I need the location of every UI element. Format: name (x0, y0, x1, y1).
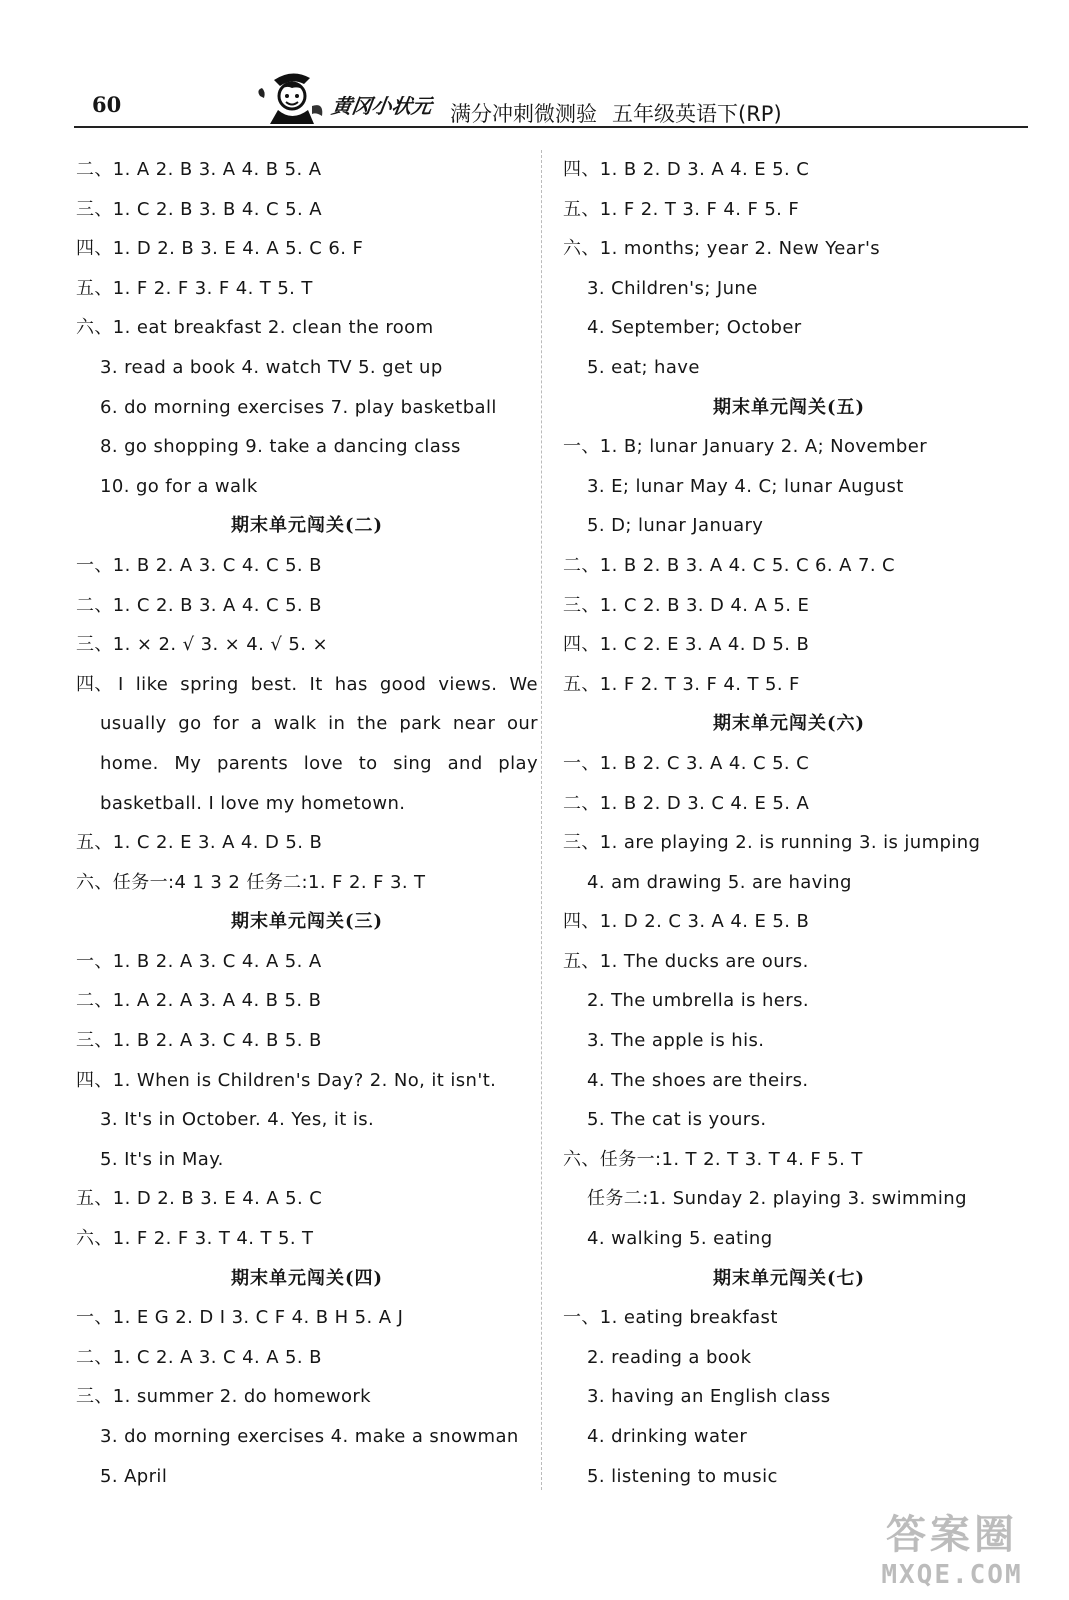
book-title: 满分冲刺微测验 (450, 102, 597, 126)
answer-line: 3. read a book 4. watch TV 5. get up (100, 356, 443, 378)
answer-line: 任务二:1. Sunday 2. playing 3. swimming (587, 1188, 967, 1210)
answer-line: 10. go for a walk (100, 475, 258, 497)
answer-line: 二、1. C 2. A 3. C 4. A 5. B (76, 1346, 322, 1368)
answer-line: 三、1. C 2. B 3. D 4. A 5. E (563, 594, 810, 616)
section-title: 期末单元闯关(七) (712, 1267, 866, 1289)
answer-line: 3. It's in October. 4. Yes, it is. (100, 1109, 375, 1131)
answer-line: 2. reading a book (587, 1346, 752, 1368)
answer-line: 五、1. The ducks are ours. (563, 950, 809, 972)
paragraph-text: I like spring best. It has good views. We usually go for a walk in the park near our home. My parents love to sing and play basketball. I love my hometown. (100, 673, 538, 814)
answer-line: 二、1. A 2. A 3. A 4. B 5. B (76, 990, 322, 1012)
answer-line: 五、1. F 2. T 3. F 4. F 5. F (563, 198, 800, 220)
section-title: 期末单元闯关(五) (712, 396, 866, 418)
brand-name: 黄冈小状元 (330, 94, 434, 118)
answer-line: 四、1. C 2. E 3. A 4. D 5. B (563, 634, 810, 656)
answer-line: 5. The cat is yours. (587, 1109, 767, 1131)
answer-line: 五、1. F 2. F 3. F 4. T 5. T (76, 277, 313, 299)
answer-line: 3. having an English class (587, 1386, 831, 1408)
answer-line: 5. April (100, 1465, 168, 1487)
answer-line: 8. go shopping 9. take a dancing class (100, 436, 461, 458)
answer-line: 一、1. B 2. C 3. A 4. C 5. C (563, 752, 810, 774)
answer-line: 六、任务一:4 1 3 2 任务二:1. F 2. F 3. T (76, 871, 426, 893)
answer-line: 三、1. C 2. B 3. B 4. C 5. A (76, 198, 322, 220)
answer-line: 四、1. D 2. C 3. A 4. E 5. B (563, 911, 810, 933)
answer-line: 4. walking 5. eating (587, 1228, 773, 1250)
answer-line: 4. am drawing 5. are having (587, 871, 852, 893)
answer-paragraph (76, 665, 538, 823)
right-answer-column (563, 150, 1015, 1496)
answer-line: 一、1. E G 2. D I 3. C F 4. B H 5. A J (76, 1307, 404, 1329)
answer-line: 二、1. B 2. D 3. C 4. E 5. A (563, 792, 810, 814)
section-title: 期末单元闯关(六) (712, 713, 866, 735)
answer-line: 6. do morning exercises 7. play basketball (100, 396, 497, 418)
answer-line: 三、1. summer 2. do homework (76, 1386, 371, 1408)
section-title: 期末单元闯关(二) (230, 515, 384, 537)
watermark-logo-text: 答案圈 (886, 1511, 1018, 1558)
answer-line: 3. do morning exercises 4. make a snowman (100, 1426, 519, 1447)
answer-line: 4. The shoes are theirs. (587, 1069, 809, 1091)
answer-line: 二、1. C 2. B 3. A 4. C 5. B (76, 594, 322, 616)
answer-line: 3. The apple is his. (587, 1030, 765, 1052)
answer-line: 2. The umbrella is hers. (587, 990, 809, 1012)
answer-line: 三、1. B 2. A 3. C 4. B 5. B (76, 1030, 322, 1052)
answer-line: 5. eat; have (587, 356, 700, 378)
answer-line: 二、1. B 2. B 3. A 4. C 5. C 6. A 7. C (563, 554, 896, 576)
answer-line: 3. Children's; June (587, 277, 758, 299)
answer-line: 六、1. months; year 2. New Year's (563, 238, 881, 260)
answer-line: 四、1. D 2. B 3. E 4. A 5. C 6. F (76, 238, 364, 260)
answer-line: 5. It's in May. (100, 1148, 224, 1170)
answer-line: 4. drinking water (587, 1426, 748, 1447)
answer-line: 六、1. eat breakfast 2. clean the room (76, 317, 434, 339)
answer-line: 5. D; lunar January (587, 515, 764, 537)
answer-line: 一、1. B 2. A 3. C 4. C 5. B (76, 554, 322, 576)
cartoon-boy-mascot-icon (252, 66, 332, 126)
watermark (857, 1503, 1047, 1590)
answer-line: 五、1. C 2. E 3. A 4. D 5. B (76, 832, 323, 854)
answer-line: 六、任务一:1. T 2. T 3. T 4. F 5. T (563, 1148, 863, 1170)
section-title: 期末单元闯关(四) (230, 1267, 384, 1289)
answer-line: 五、1. D 2. B 3. E 4. A 5. C (76, 1188, 323, 1210)
page-header (74, 62, 1028, 130)
answer-line: 一、1. B 2. A 3. C 4. A 5. A (76, 950, 322, 972)
answer-line: 3. E; lunar May 4. C; lunar August (587, 475, 904, 497)
grade-subject: 五年级英语下(RP) (612, 102, 782, 126)
answer-line: 六、1. F 2. F 3. T 4. T 5. T (76, 1228, 314, 1250)
left-answer-column (76, 150, 538, 1496)
answer-line: 4. September; October (587, 317, 802, 339)
question-number: 四、 (76, 673, 113, 695)
page-number: 60 (92, 92, 122, 117)
answer-line: 四、1. When is Children's Day? 2. No, it isn't. (76, 1069, 497, 1091)
answer-line: 二、1. A 2. B 3. A 4. B 5. A (76, 159, 322, 180)
answer-line: 一、1. B; lunar January 2. A; November (563, 436, 927, 458)
answer-line: 三、1. are playing 2. is running 3. is jumping (563, 832, 981, 854)
answer-line: 四、1. B 2. D 3. A 4. E 5. C (563, 159, 810, 180)
column-divider (541, 150, 542, 1490)
answer-line: 一、1. eating breakfast (563, 1307, 778, 1329)
watermark-url: MXQE.COM (881, 1560, 1023, 1590)
answer-line: 五、1. F 2. T 3. F 4. T 5. F (563, 673, 800, 695)
header-rule (74, 126, 1028, 128)
section-title: 期末单元闯关(三) (230, 911, 384, 933)
answer-line: 三、1. × 2. √ 3. × 4. √ 5. × (76, 634, 328, 656)
answer-line: 5. listening to music (587, 1465, 778, 1487)
